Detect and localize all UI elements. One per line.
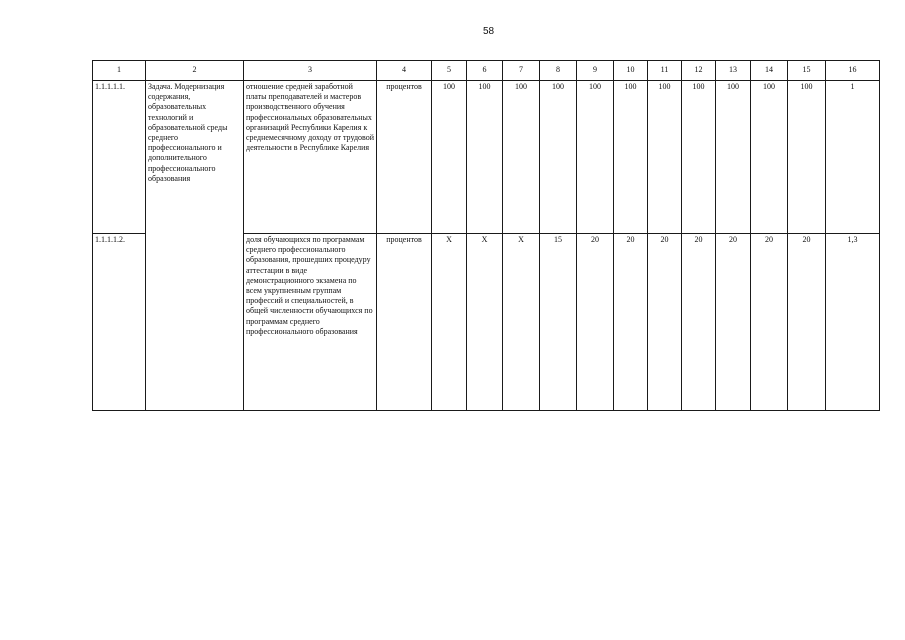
column-header: 12 [682, 61, 716, 81]
value-cell: 100 [614, 81, 648, 234]
column-header: 16 [826, 61, 880, 81]
value-cell: 15 [540, 234, 577, 411]
value-cell: 100 [648, 81, 682, 234]
last-column-cell: 1 [826, 81, 880, 234]
value-cell: 20 [648, 234, 682, 411]
value-cell: 20 [788, 234, 826, 411]
column-header: 15 [788, 61, 826, 81]
value-cell: 100 [682, 81, 716, 234]
column-header: 10 [614, 61, 648, 81]
table-row [93, 81, 880, 234]
value-cell: Х [467, 234, 503, 411]
column-header: 4 [377, 61, 432, 81]
column-header: 11 [648, 61, 682, 81]
column-header: 7 [503, 61, 540, 81]
column-header: 9 [577, 61, 614, 81]
unit-cell: процентов [377, 81, 432, 234]
table-header-row [93, 61, 880, 81]
column-header: 14 [751, 61, 788, 81]
indicator-cell: доля обучающихся по программам среднего профессионального образования, прошедших процедуру аттестации в виде демонстрационного экзамена по всем укрупненным группам профессий и специальностей, в общей численности обучающихся по программам среднего профессионального образования [244, 234, 377, 411]
column-header: 6 [467, 61, 503, 81]
value-cell: Х [432, 234, 467, 411]
value-cell: 100 [467, 81, 503, 234]
value-cell: 100 [577, 81, 614, 234]
value-cell: 100 [503, 81, 540, 234]
task-cell: Задача. Модернизация содержания, образовательных технологий и образовательной среды среднего профессионального и дополнительного профессионального образования [146, 81, 244, 411]
row-code: 1.1.1.1.2. [93, 234, 146, 411]
value-cell: Х [503, 234, 540, 411]
column-header: 13 [716, 61, 751, 81]
value-cell: 100 [432, 81, 467, 234]
last-column-cell: 1,3 [826, 234, 880, 411]
page-number: 58 [482, 26, 495, 37]
value-cell: 100 [716, 81, 751, 234]
column-header: 8 [540, 61, 577, 81]
value-cell: 20 [716, 234, 751, 411]
indicators-table [92, 60, 880, 411]
column-header: 3 [244, 61, 377, 81]
indicator-cell: отношение средней заработной платы преподавателей и мастеров производственного обучения профессиональных образовательных организаций Республики Карелия к среднемесячному доходу от трудовой деятельности в Республике Карелия [244, 81, 377, 234]
unit-cell: процентов [377, 234, 432, 411]
value-cell: 100 [751, 81, 788, 234]
value-cell: 100 [540, 81, 577, 234]
column-header: 1 [93, 61, 146, 81]
value-cell: 20 [682, 234, 716, 411]
column-header: 5 [432, 61, 467, 81]
column-header: 2 [146, 61, 244, 81]
value-cell: 100 [788, 81, 826, 234]
value-cell: 20 [614, 234, 648, 411]
row-code: 1.1.1.1.1. [93, 81, 146, 234]
value-cell: 20 [577, 234, 614, 411]
value-cell: 20 [751, 234, 788, 411]
